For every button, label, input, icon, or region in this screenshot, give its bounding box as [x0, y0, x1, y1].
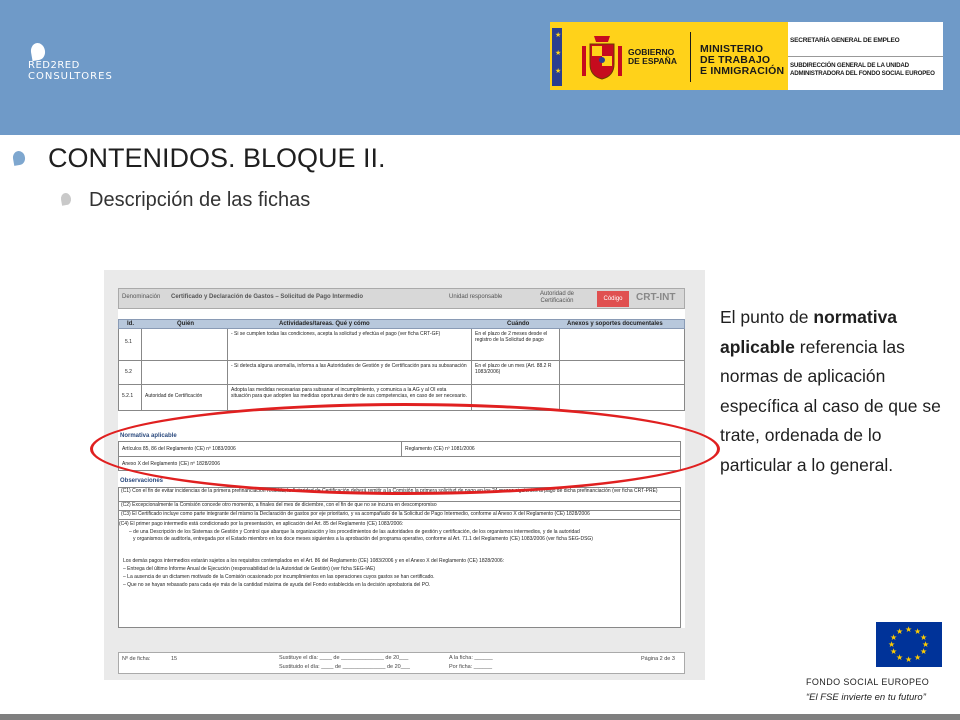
description-text: El punto de normativa aplicable referencia las normas de aplicación específica al caso de que se trate, ordenada de lo particular a lo general.	[720, 307, 941, 475]
codigo-badge: Código	[597, 291, 629, 307]
highlight-ellipse	[90, 403, 720, 495]
table-row: 5.2.1 Autoridad de Certificación Adopta las medidas necesarias para subsanar el incumplimiento, y comunica a la AG y al OI esta situación para que adopten las medidas oportunas dentro de sus competencias, en caso de ser necesario.	[118, 385, 685, 411]
logo-line2: CONSULTORES	[28, 71, 113, 82]
document-footer: Nº de ficha: 15 Sustituye el día: ____ de ______________ de 20___ Sustituido el día: ____ de ______________ de 20___ A la ficha: ______ Por ficha: ______ Página 2 de 3	[118, 652, 685, 674]
slide-subtitle: Descripción de las fichas	[89, 189, 311, 211]
obs-line: (C2) Excepcionalmente la Comisión concede otro momento, a finales del mes de diciembre, con el fin de que no se incurra en descompromiso	[118, 502, 681, 511]
speech-bubble-icon	[30, 42, 47, 61]
obs-block: (C4) El primer pago intermedio está condicionado por la presentación, en aplicación del Art. 85 del Reglamento (CE) 1083/2006: – de una Descripción de los Sistemas de Gestión y Control que abarque la organización y los procedimientos de las autoridades de gestión y certificación, de los organismos intermedios, y de la autoridad y organismos de auditoría, entregada por el Estado miembro en los doce meses siguientes a la aprobación del programa operativo, conforme al Art. 71.1 del Reglamento (CE) 1083/2006 (ver ficha SEG-DSG) Los demás pagos intermedios estarán sujetos a los requisitos contemplados en el Art. 86 del Reglamento (CE) 1083/2006 y en el Anexo X del Reglamento (CE) 1828/2006: – Entrega del último Informe Anual de Ejecución (responsabilidad de la Autoridad de Gestión) (ver ficha SEG-IAE) – La ausencia de un dictamen motivado de la Comisión ocasionado por incumplimientos en las operaciones cuyos gastos se han certificado. – Que no se hayan rebasado para cada eje más de la cantidad máxima de ayuda del Fondo establecida en la decisión aprobatoria del PO.	[118, 520, 681, 628]
gobierno-text: GOBIERNO DE ESPAÑA	[628, 47, 677, 66]
description-highlight: normativa aplicable	[720, 307, 898, 357]
table-header: Id. Quién Actividades/tareas. Qué y cómo Cuándo Anexos y soportes documentales	[118, 319, 685, 329]
coat-of-arms-icon	[580, 32, 624, 82]
normativa-table: Artículos 85, 86 del Reglamento (CE) nº 1083/2006 Reglamento (CE) nº 1081/2006 Anexo X del Reglamento (CE) nº 1828/2006	[118, 441, 681, 471]
ministerio-text: MINISTERIO DE TRABAJO E INMIGRACIÓN	[700, 43, 785, 77]
logo-line1: RED2RED	[28, 60, 80, 71]
observaciones-title: Observaciones	[120, 478, 164, 484]
obs-line: (C1) Con el fin de evitar incidencias de la primera prefinanciación recibida, la Autoridad de Certificación deberá remitir a la Comisión la primera solicitud de pago en los 24 meses siguientes al pago de dicha prefinanciación (ver ficha CRT-PRE)	[118, 487, 681, 502]
bottom-divider	[0, 714, 960, 720]
eu-flag-icon: ★ ★ ★ ★ ★ ★ ★ ★ ★ ★ ★ ★	[876, 622, 942, 667]
eu-strip: ★ ★ ★	[552, 28, 562, 86]
secretaria-text: SECRETARÍA GENERAL DE EMPLEO	[790, 37, 900, 44]
subtitle-bullet-icon	[60, 192, 72, 206]
table-row: 5.1 - Si se cumplen todas las condiciones, acepta la solicitud y efectúa el pago (ver ficha CRT-GF) En el plazo de 2 meses desde el registro de la Solicitud de pago	[118, 329, 685, 361]
eu-fund-name: FONDO SOCIAL EUROPEO	[806, 677, 930, 687]
table-row: 5.2 - Si detecta alguna anomalía, informa a las Autoridades de Gestión y de Certificación para su subsanación En el plazo de un mes (Art. 88.2 R 1083/2006)	[118, 361, 685, 385]
header-band	[0, 0, 960, 135]
subdireccion-text: SUBDIRECCIÓN GENERAL DE LA UNIDAD ADMINISTRADORA DEL FONDO SOCIAL EUROPEO	[790, 62, 935, 77]
title-bullet-icon	[12, 150, 26, 166]
codigo-value: CRT-INT	[636, 292, 676, 303]
eu-slogan: “El FSE invierte en tu futuro”	[806, 692, 926, 703]
document-header: Denominación Certificado y Declaración de Gastos – Solicitud de Pago Intermedio Unidad responsable Autoridad de Certificación Código CRT-INT	[118, 288, 685, 309]
obs-line: (C3) El Certificado incluye como parte integrante del mismo la Declaración de gastos por eje prioritario, y va acompañado de la Solicitud de Pago Intermedio, conforme al Anexo X del Reglamento (CE) 1828/2006	[118, 511, 681, 520]
government-logo	[550, 22, 943, 90]
normativa-title: Normativa aplicable	[120, 433, 177, 439]
slide-title: CONTENIDOS. BLOQUE II.	[48, 143, 386, 173]
